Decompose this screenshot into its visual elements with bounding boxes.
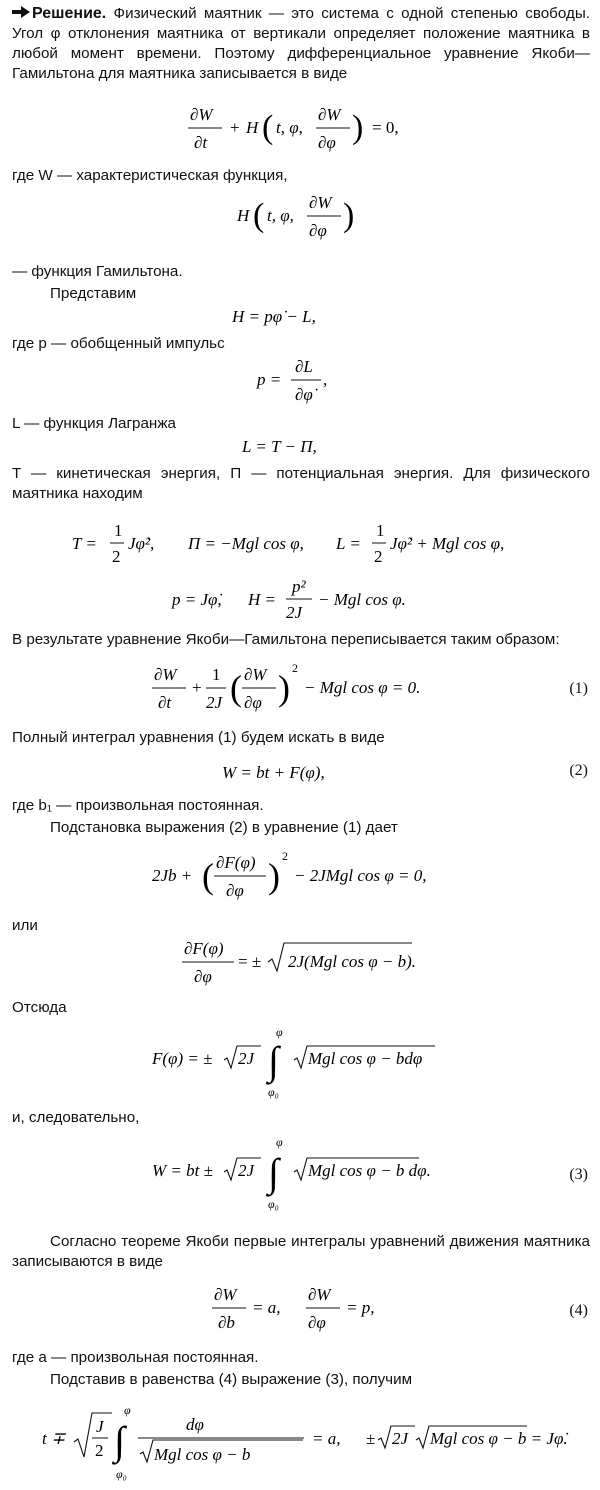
svg-text:∂W: ∂W — [309, 193, 332, 212]
svg-text:∂φ: ∂φ — [226, 881, 244, 900]
equation-p-h — [0, 572, 600, 628]
svg-text:(: ( — [262, 109, 274, 146]
svg-text:,: , — [323, 370, 328, 389]
svg-text:2: 2 — [112, 547, 121, 566]
equation-t-pi-l — [0, 516, 600, 572]
p-repr: Представим — [50, 285, 137, 302]
svg-text:2: 2 — [282, 849, 288, 863]
intro-paragraph — [12, 4, 590, 84]
svg-text:∂φ: ∂φ — [244, 693, 262, 712]
equation-subst — [0, 846, 600, 910]
svg-text:∫: ∫ — [114, 1418, 125, 1463]
svg-text:= a,: = a, — [312, 1429, 341, 1448]
svg-text:W = bt ±: W = bt ± — [152, 1161, 213, 1180]
svg-text:= ±: = ± — [238, 952, 262, 971]
svg-text:Π = −Mgl cos φ,: Π = −Mgl cos φ, — [188, 534, 304, 553]
svg-text:Mgl cos φ − b dφ.: Mgl cos φ − b dφ. — [308, 1161, 431, 1180]
svg-text:∫: ∫ — [268, 1150, 279, 1195]
svg-text:Jφ̇² + Mgl cos φ,: Jφ̇² + Mgl cos φ, — [390, 534, 505, 553]
equation-3 — [0, 1134, 600, 1210]
p-ham: — функция Гамильтона. — [12, 263, 183, 280]
svg-text:(: ( — [202, 856, 214, 896]
svg-text:− Mgl cos φ.: − Mgl cos φ. — [318, 590, 406, 609]
svg-text:(: ( — [230, 668, 242, 708]
equation-hj — [0, 98, 600, 158]
equation-h-def — [0, 304, 600, 328]
p-or: или — [12, 917, 38, 934]
svg-text:∂b: ∂b — [218, 1313, 235, 1332]
intro-text: Физический маятник — это система с одной степенью свободы. Угол φ отклонения маятника от вертикали определяет положение маятника в любой момент времени. Поэтому дифференциальное уравнение Якоби—Гамильтона для маятника записывается в виде — [12, 5, 590, 82]
equation-h — [0, 186, 600, 246]
svg-text:∂F(φ): ∂F(φ) — [216, 853, 256, 872]
equation-4 — [0, 1280, 600, 1336]
svg-text:∫: ∫ — [268, 1038, 279, 1083]
solution-heading: Решение. — [32, 5, 107, 22]
svg-text:(: ( — [253, 197, 265, 234]
svg-text:∂W: ∂W — [190, 105, 213, 124]
p-therefore: и, следовательно, — [12, 1109, 140, 1126]
svg-text:p²: p² — [292, 577, 306, 596]
svg-text:F(φ) = ±: F(φ) = ± — [152, 1049, 213, 1068]
svg-text:∂W: ∂W — [308, 1285, 331, 1304]
equation-p — [0, 352, 600, 408]
svg-text:φ₀: φ₀ — [268, 1197, 279, 1211]
svg-text:φ: φ — [276, 1025, 283, 1039]
svg-text:∂φ: ∂φ — [308, 1313, 326, 1332]
svg-text:2J: 2J — [238, 1161, 255, 1180]
svg-text:2: 2 — [95, 1441, 104, 1460]
equation-number-2: (2) — [569, 762, 588, 779]
svg-text:p =: p = — [257, 370, 282, 389]
svg-text:= 0,: = 0, — [372, 118, 399, 137]
svg-text:2Jb +: 2Jb + — [152, 866, 193, 885]
svg-text:W = bt + F(φ),: W = bt + F(φ), — [222, 763, 325, 782]
equation-1 — [0, 658, 600, 722]
svg-text:∂F(φ): ∂F(φ) — [184, 939, 224, 958]
svg-text:2J: 2J — [392, 1429, 409, 1448]
svg-text:2J: 2J — [286, 603, 303, 622]
svg-text:∂t: ∂t — [158, 693, 172, 712]
p-subst: Подстановка выражения (2) в уравнение (1) дает — [50, 819, 398, 836]
svg-text:φ₀: φ₀ — [116, 1467, 127, 1481]
p-result: В результате уравнение Якоби—Гамильтона переписывается таким образом: — [12, 631, 560, 648]
svg-text:2J(Mgl cos φ − b).: 2J(Mgl cos φ − b). — [288, 952, 417, 971]
svg-text:∂W: ∂W — [154, 665, 177, 684]
svg-text:H = pφ̇ − L,: H = pφ̇ − L, — [232, 307, 316, 326]
svg-text:2: 2 — [374, 547, 383, 566]
svg-text:J: J — [96, 1417, 104, 1436]
svg-text:L = T − Π,: L = T − Π, — [242, 437, 317, 456]
svg-text:H: H — [237, 206, 250, 225]
svg-text:∂W: ∂W — [244, 665, 267, 684]
svg-text:φ: φ — [276, 1135, 283, 1149]
p-full: Полный интеграл уравнения (1) будем искать в виде — [12, 729, 385, 746]
svg-text:H =: H = — [248, 590, 276, 609]
svg-text:T =: T = — [72, 534, 97, 553]
p-momentum: где p — обобщенный импульс — [12, 335, 225, 352]
svg-text:t, φ,: t, φ, — [267, 206, 294, 225]
equation-df — [0, 932, 600, 992]
equation-number-3: (3) — [569, 1166, 588, 1183]
p-hence: Отсюда — [12, 999, 67, 1016]
svg-text:±: ± — [366, 1429, 376, 1448]
svg-text:Mgl cos φ − b = Jφ̇.: Mgl cos φ − b = Jφ̇. — [430, 1429, 568, 1448]
svg-text:+: + — [192, 678, 202, 697]
svg-text:L =: L = — [336, 534, 361, 553]
svg-text:∂W: ∂W — [318, 105, 341, 124]
svg-text:∂φ̇: ∂φ̇ — [295, 385, 313, 404]
svg-text:− Mgl cos φ = 0.: − Mgl cos φ = 0. — [304, 678, 421, 697]
svg-text:+: + — [230, 118, 240, 137]
svg-text:∂t: ∂t — [194, 133, 208, 152]
equation-number-4: (4) — [569, 1302, 588, 1319]
p-w: где W — характеристическая функция, — [12, 167, 288, 184]
svg-text:Jφ̇²,: Jφ̇², — [128, 534, 155, 553]
svg-text:p = Jφ̇,: p = Jφ̇, — [172, 590, 222, 609]
p-a: где a — произвольная постоянная. — [12, 1349, 259, 1366]
svg-text:): ) — [278, 668, 290, 708]
svg-text:− 2JMgl cos φ = 0,: − 2JMgl cos φ = 0, — [294, 866, 427, 885]
equation-f — [0, 1024, 600, 1100]
svg-text:2J: 2J — [206, 693, 223, 712]
svg-text:Mgl cos φ − bdφ: Mgl cos φ − bdφ — [308, 1049, 423, 1068]
svg-text:1: 1 — [114, 521, 123, 540]
p-jacobi: Согласно теореме Якоби первые интегралы уравнений движения маятника записываются в виде — [12, 1233, 590, 1270]
svg-text:= a,: = a, — [252, 1298, 281, 1317]
svg-text:1: 1 — [212, 665, 221, 684]
svg-text:1: 1 — [376, 521, 385, 540]
svg-text:t ∓: t ∓ — [42, 1429, 66, 1448]
equation-l-def — [0, 434, 600, 458]
svg-text:): ) — [352, 109, 364, 146]
svg-text:∂φ: ∂φ — [309, 221, 327, 240]
p-b: где b₁ — произвольная постоянная. — [12, 797, 264, 814]
svg-text:dφ: dφ — [186, 1415, 204, 1434]
equation-number-1: (1) — [569, 680, 588, 697]
p-final: Подставив в равенства (4) выражение (3), получим — [50, 1371, 413, 1388]
p-energy: T — кинетическая энергия, Π — потенциальная энергия. Для физического маятника находим — [12, 465, 590, 502]
svg-text:H: H — [246, 118, 259, 137]
equation-final — [0, 1402, 600, 1482]
svg-text:): ) — [268, 856, 280, 896]
svg-text:φ₀: φ₀ — [268, 1085, 279, 1099]
svg-text:∂φ: ∂φ — [194, 967, 212, 986]
svg-text:∂W: ∂W — [214, 1285, 237, 1304]
svg-text:): ) — [343, 197, 355, 234]
svg-text:= p,: = p, — [346, 1298, 375, 1317]
svg-text:φ: φ — [124, 1403, 131, 1417]
svg-text:2: 2 — [292, 661, 298, 675]
svg-text:∂φ: ∂φ — [318, 133, 336, 152]
arrow-icon — [12, 4, 32, 24]
equation-2 — [0, 760, 600, 784]
p-lagr: L — функция Лагранжа — [12, 415, 176, 432]
svg-text:Mgl cos φ − b: Mgl cos φ − b — [154, 1445, 251, 1464]
svg-text:∂L: ∂L — [295, 357, 313, 376]
svg-text:t, φ,: t, φ, — [276, 118, 303, 137]
svg-text:2J: 2J — [238, 1049, 255, 1068]
